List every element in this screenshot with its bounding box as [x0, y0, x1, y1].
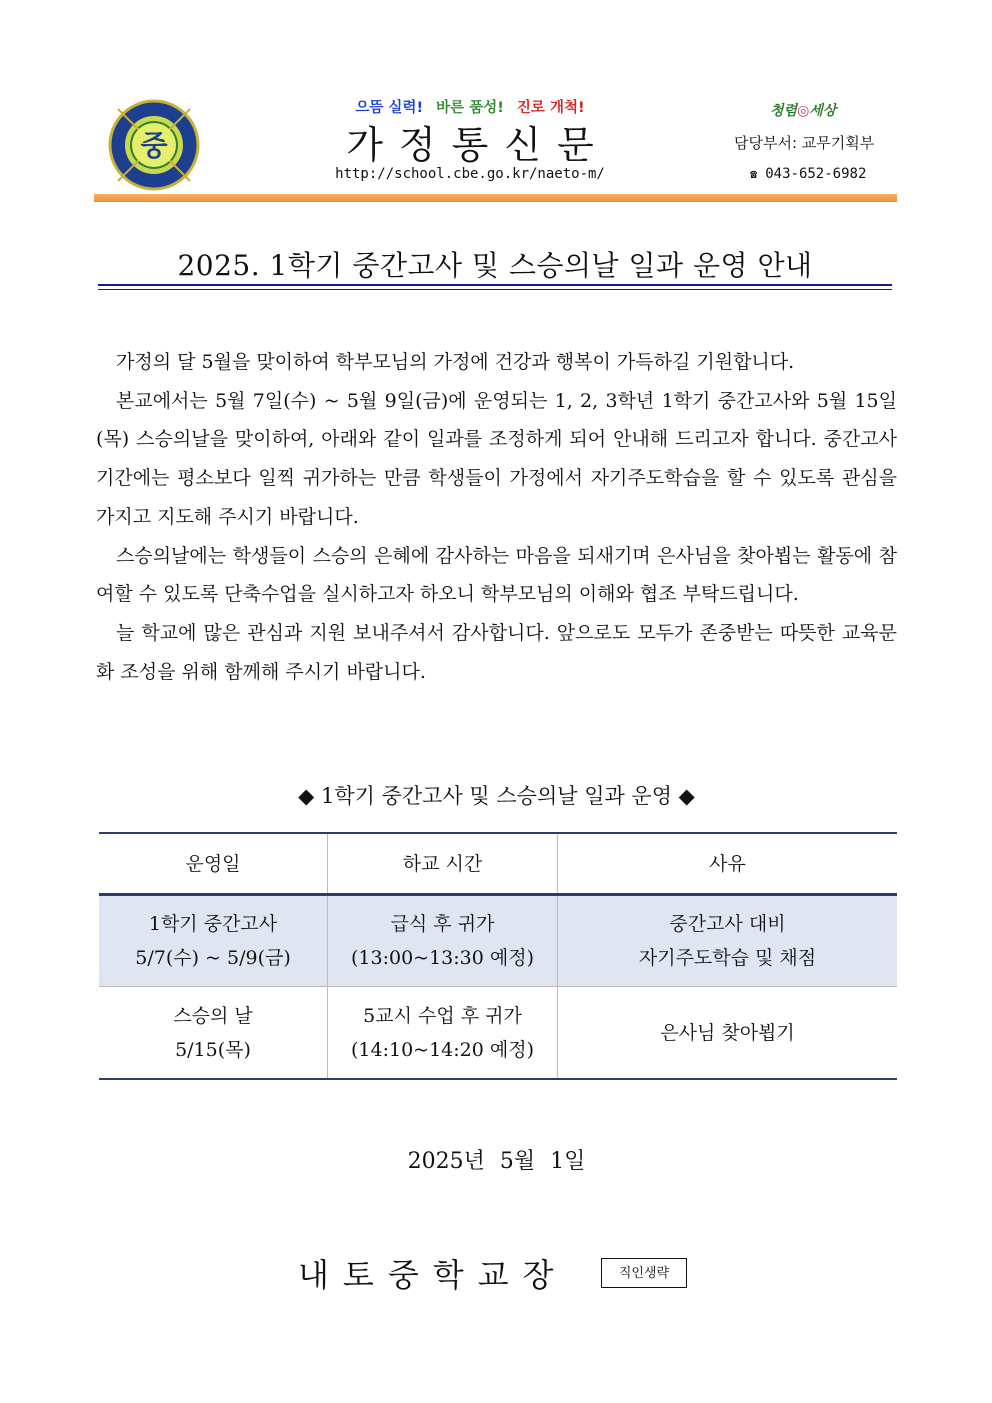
department: 담당부서: 교무기획부	[734, 134, 875, 152]
cell-time	[328, 895, 558, 987]
issue-date: 2025년 5월 1일	[407, 1149, 586, 1174]
header-time: 하교 시간	[328, 833, 558, 895]
cell-reason	[558, 987, 898, 1080]
phone-number: 043-652-6982	[765, 166, 867, 182]
section-heading: ◆ 1학기 중간고사 및 스승의날 일과 운영 ◆	[298, 784, 695, 808]
newsletter-title: 가정통신문	[346, 123, 610, 167]
brand-right: 세상	[809, 103, 837, 119]
cell-line: 5/7(수) ~ 5/9(금)	[135, 947, 291, 969]
header-reason: 사유	[558, 833, 898, 895]
cell-line: (14:10~14:20 예정)	[350, 1038, 534, 1061]
logo-emblem-text: 중	[140, 129, 168, 162]
school-url: http://school.cbe.go.kr/naeto-m/	[335, 166, 605, 182]
body-text	[96, 343, 897, 691]
principal-signature: 내토중학교장	[298, 1256, 568, 1294]
paragraph-3: 스승의날에는 학생들이 스승의 은혜에 감사하는 마음을 되새기며 은사님을 찾아뵙는 활동에 참여할 수 있도록 단축수업을 실시하고자 하오니 학부모님의 이해와 협조 부탁드립니다.	[96, 544, 897, 606]
cell-line: 자기주도학습 및 채점	[638, 947, 817, 969]
schedule-table	[99, 832, 897, 1080]
seal-box: 직인생략	[601, 1258, 687, 1288]
document-title: 2025. 1학기 중간고사 및 스승의날 일과 운영 안내	[177, 249, 813, 282]
paragraph-1: 가정의 달 5월을 맞이하여 학부모님의 가정에 건강과 행복이 가득하길 기원합니다.	[116, 351, 795, 373]
table-row	[99, 895, 897, 987]
cell-time	[328, 987, 558, 1080]
slogan-3: 진로 개척!	[516, 100, 585, 116]
phone-line	[750, 166, 866, 182]
table-row	[99, 987, 897, 1080]
title-underline-thin	[98, 289, 892, 290]
integrity-brand	[770, 100, 836, 120]
cell-line: 5/15(목)	[175, 1038, 251, 1061]
cell-line: 1학기 중간고사	[148, 913, 278, 935]
header-date: 운영일	[99, 833, 328, 895]
school-logo	[108, 99, 200, 191]
brand-left: 청렴	[770, 103, 798, 119]
phone-icon: ☎	[750, 167, 758, 181]
cell-reason	[558, 895, 898, 987]
cell-line: 중간고사 대비	[669, 913, 786, 935]
slogan-1: 으뜸 실력!	[355, 100, 424, 116]
title-underline	[98, 284, 892, 286]
header-accent-bar	[94, 194, 897, 202]
cell-line: 스승의 날	[173, 1004, 253, 1027]
cell-line: 급식 후 귀가	[390, 913, 495, 935]
cell-date	[99, 987, 328, 1080]
cell-line: 은사님 찾아뵙기	[660, 1021, 795, 1044]
slogan-2: 바른 품성!	[436, 100, 504, 116]
cell-line: 5교시 수업 후 귀가	[363, 1004, 522, 1027]
cell-date	[99, 895, 328, 987]
paragraph-2: 본교에서는 5월 7일(수) ~ 5월 9일(금)에 운영되는 1, 2, 3학년 1학기 중간고사와 5월 15일(목) 스승의날을 맞이하여, 아래와 같이 일과를 조정하게 되어 안내해 드리고자 합니다. 중간고사 기간에는 평소보다 일찍 귀가하는 만큼 학생들이 가정에서 자기주도학습을 할 수 있도록 관심을 가지고 지도해 주시기 바랍니다.	[96, 389, 897, 528]
paragraph-4: 늘 학교에 많은 관심과 지원 보내주셔서 감사합니다. 앞으로도 모두가 존중받는 따뜻한 교육문화 조성을 위해 함께해 주시기 바랍니다.	[96, 621, 897, 683]
cell-line: (13:00~13:30 예정)	[350, 947, 534, 969]
table-header-row	[99, 833, 897, 895]
brand-mark-icon: ◎	[797, 103, 810, 119]
